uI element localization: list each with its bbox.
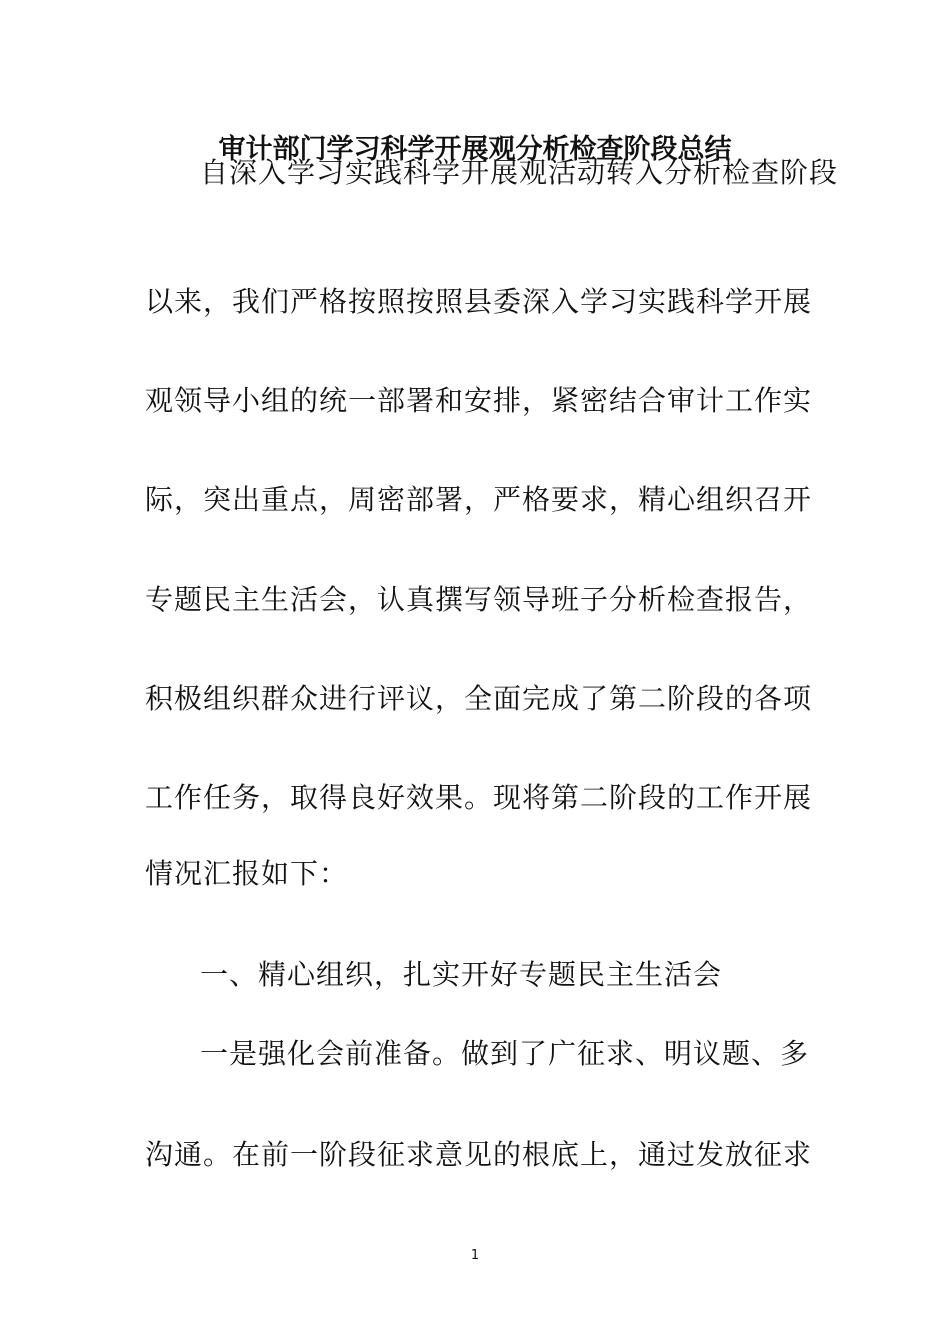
section-heading: 一、精心组织，扎实开好专题民主生活会 [200,958,723,991]
paragraph-line: 观领导小组的统一部署和安排，紧密结合审计工作实 [145,384,813,417]
paragraph-line: 情况汇报如下： [145,857,349,890]
paragraph-line: 专题民主生活会，认真撰写领导班子分析检查报告， [145,583,813,616]
document-title: 审计部门学习科学开展观分析检查阶段总结 [218,134,732,165]
paragraph-line: 际，突出重点，周密部署，严格要求，精心组织召开 [145,483,813,516]
paragraph-line: 自深入学习实践科学开展观活动转入分析检查阶段 [200,156,839,189]
paragraph-line: 一是强化会前准备。做到了广征求、明议题、多 [200,1037,810,1070]
paragraph-line: 工作任务，取得良好效果。现将第二阶段的工作开展 [145,781,813,814]
paragraph-line: 以来，我们严格按照按照县委深入学习实践科学开展 [145,285,813,318]
paragraph-line: 沟通。在前一阶段征求意见的根底上，通过发放征求 [145,1138,813,1171]
page-number: 1 [470,1248,480,1263]
paragraph-line: 积极组织群众进行评议，全面完成了第二阶段的各项 [145,682,813,715]
